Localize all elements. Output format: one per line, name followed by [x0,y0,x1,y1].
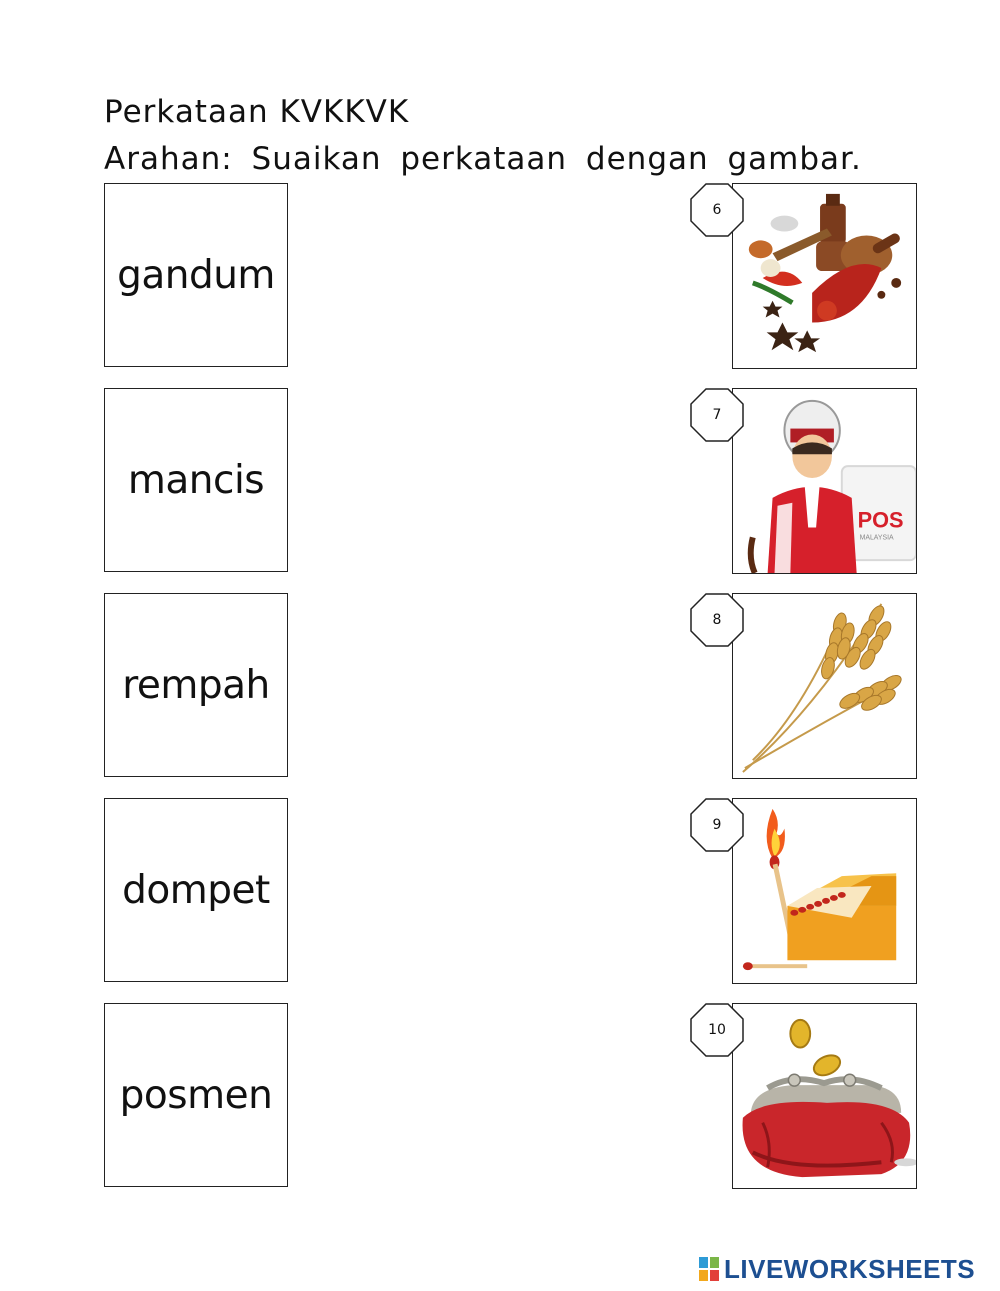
word-label: mancis [127,457,265,503]
number-badge-10 [690,1003,744,1057]
matchbox-icon [733,799,916,983]
picture-box-9[interactable] [732,798,917,984]
picture-box-8[interactable] [732,593,917,779]
purse-icon [733,1004,916,1188]
svg-text:MALAYSIA: MALAYSIA [859,534,894,542]
badge-number: 7 [712,407,722,423]
word-label: rempah [122,662,270,708]
liveworksheets-footer[interactable] [698,1256,975,1282]
word-box-5[interactable] [104,1003,288,1187]
worksheet-instruction: Arahan: Suaikan perkataan dengan gambar. [104,141,862,177]
word-label: posmen [119,1072,273,1118]
number-badge-8 [690,593,744,647]
word-box-2[interactable] [104,388,288,572]
word-box-1[interactable] [104,183,288,367]
number-badge-7 [690,388,744,442]
number-badge-6 [690,183,744,237]
worksheet-title: Perkataan KVKKVK [104,94,410,130]
picture-box-7[interactable] [732,388,917,574]
badge-number: 9 [712,817,722,833]
word-box-3[interactable] [104,593,288,777]
badge-number: 6 [712,202,722,218]
word-box-4[interactable] [104,798,288,982]
liveworksheets-logo-icon [698,1256,720,1282]
postman-icon [733,389,916,573]
svg-text:POS: POS [857,507,904,533]
number-badge-9 [690,798,744,852]
word-label: dompet [122,867,270,913]
spices-icon [733,184,916,368]
badge-number: 10 [708,1022,726,1038]
word-label: gandum [117,252,275,298]
picture-box-10[interactable] [732,1003,917,1189]
brand-name: LIVEWORKSHEETS [724,1254,976,1284]
picture-box-6[interactable] [732,183,917,369]
badge-number: 8 [712,612,722,628]
wheat-icon [733,594,916,778]
